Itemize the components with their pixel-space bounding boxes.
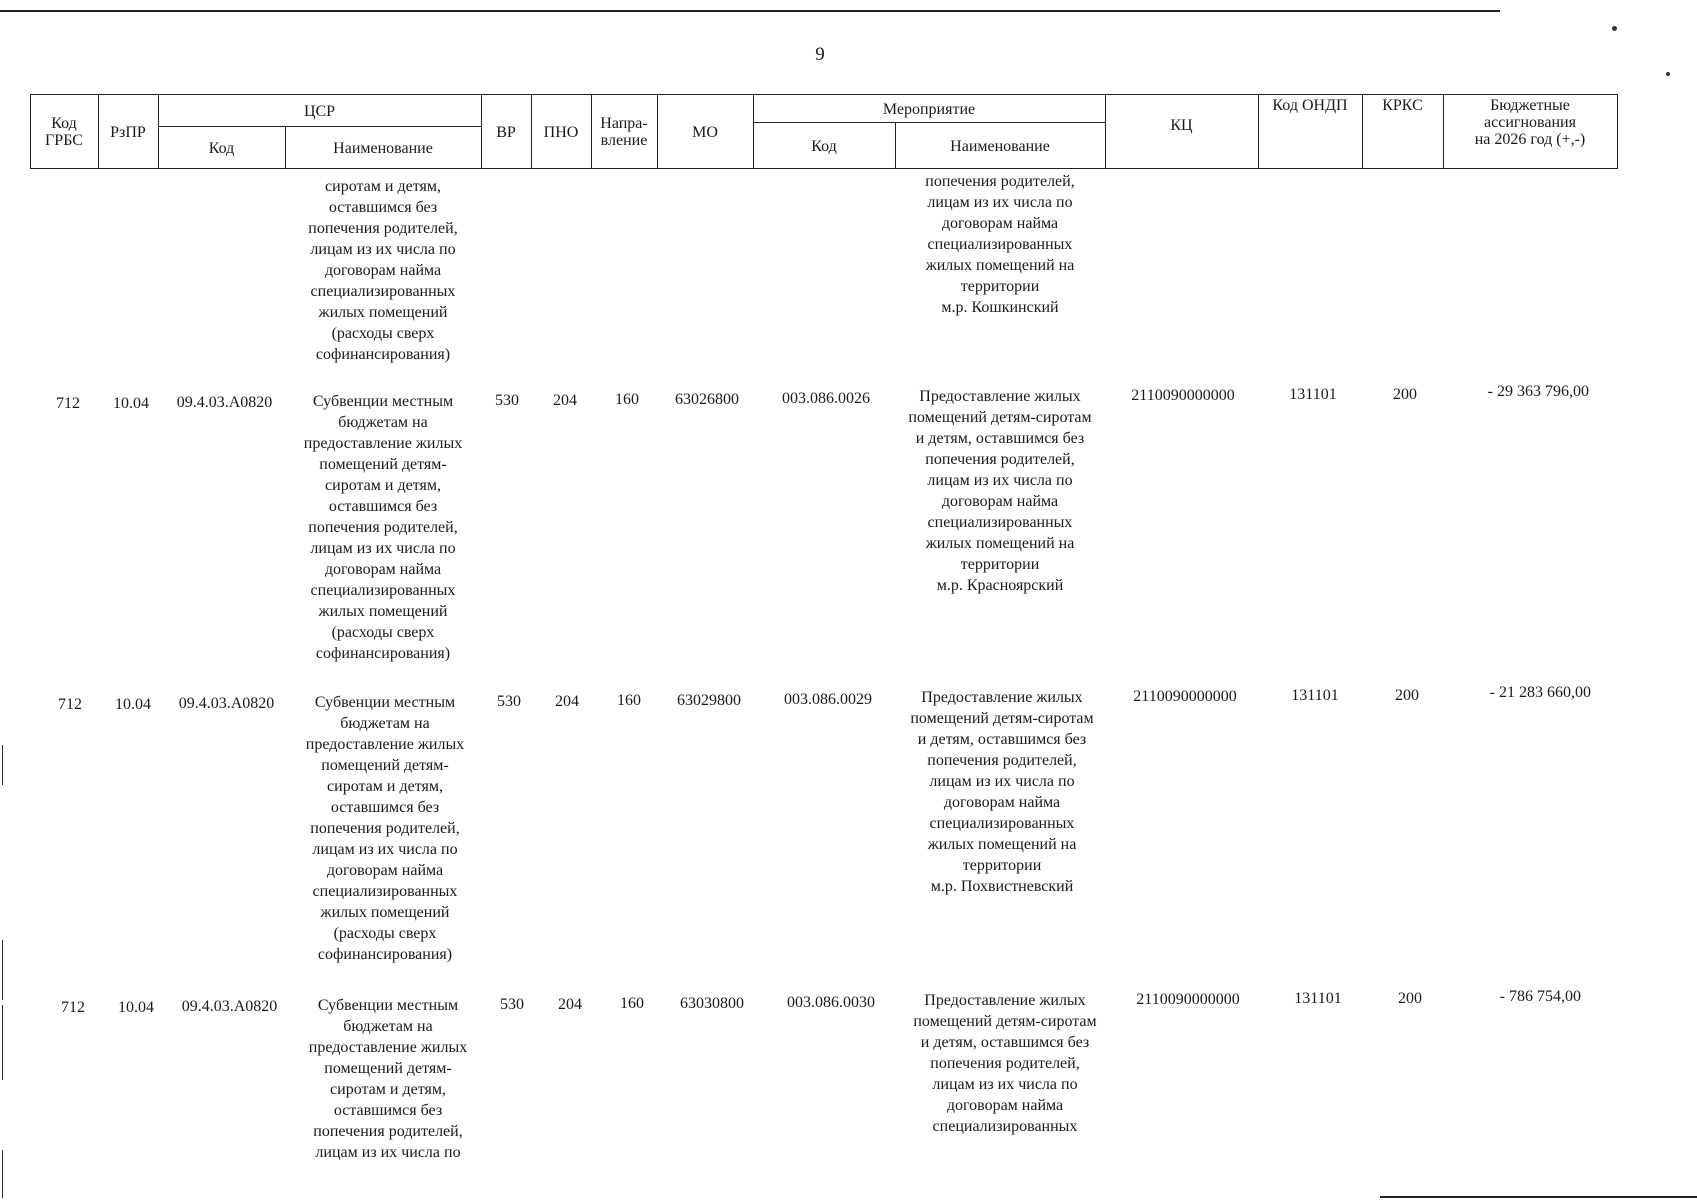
header-napravlenie: Напра- вление: [600, 115, 648, 149]
header-vr: ВР: [496, 123, 516, 141]
page-number: 9: [815, 44, 825, 65]
header-csr: ЦСР: [303, 102, 336, 120]
cell-krks: 200: [1398, 990, 1422, 1007]
cell-kc: 2110090000000: [1133, 688, 1237, 705]
cell-grbs: 712: [61, 999, 85, 1016]
header-sub-line: [753, 122, 1105, 123]
header-sub-line: [158, 126, 481, 127]
cell-csr-kod: 09.4.03.А0820: [176, 394, 273, 411]
cell-kod-ondp: 131101: [1289, 386, 1337, 403]
cell-mo: 63029800: [677, 692, 741, 709]
cell-csr-name: Субвенции местным бюджетам на предоставление жилых помещений детям- сиротам и детям, оставшимся без попечения родителей, лицам из их числа по договорам найма специализированных жилых помещений (расходы сверх софинансирования): [305, 694, 465, 963]
cell-mo: 63026800: [675, 391, 739, 408]
header-bottom-line: [30, 168, 1618, 169]
scan-margin-mark: [2, 1150, 3, 1198]
header-meropriyatie: Мероприятие: [882, 100, 976, 118]
cell-grbs: 712: [56, 395, 80, 412]
header-csr-kod: Код: [208, 139, 235, 157]
header-krks: КРКС: [1382, 96, 1423, 114]
cell-mo: 63030800: [680, 995, 744, 1012]
header-kc: КЦ: [1170, 116, 1193, 134]
cell-napravlenie: 160: [620, 995, 644, 1012]
header-mo: МО: [692, 123, 718, 141]
cell-mer-kod: 003.086.0026: [782, 390, 870, 407]
cell-csr-kod: 09.4.03.А0820: [181, 998, 278, 1015]
cell-grbs: 712: [58, 696, 82, 713]
cell-pno: 204: [553, 392, 577, 409]
cell-kod-ondp: 131101: [1294, 990, 1342, 1007]
scan-margin-mark: [2, 745, 3, 785]
cell-kc: 2110090000000: [1131, 387, 1235, 404]
cell-napravlenie: 160: [617, 692, 641, 709]
top-border-line: [0, 10, 1500, 12]
header-mer-name: Наименование: [950, 137, 1050, 155]
cell-rzpr: 10.04: [113, 395, 149, 412]
cell-csr-name: Субвенции местным бюджетам на предоставление жилых помещений детям- сиротам и детям, оставшимся без попечения родителей, лицам из их числа по договорам найма специализированных жилых помещений (расходы сверх софинансирования): [303, 393, 463, 662]
continuation-mer-name: попечения родителей, лицам из их числа по договорам найма специализированных жилых помещений на территории м.р. Кошкинский: [925, 173, 1075, 316]
cell-vr: 530: [497, 693, 521, 710]
cell-budget: - 21 283 660,00: [1489, 684, 1591, 701]
cell-vr: 530: [495, 392, 519, 409]
cell-mer-name: Предоставление жилых помещений детям-сиротам и детям, оставшимся без попечения родителей, лицам из их числа по договорам найма специализированных: [913, 992, 1097, 1135]
cell-pno: 204: [558, 996, 582, 1013]
header-mer-kod: Код: [811, 137, 837, 155]
scan-margin-mark: [2, 1005, 3, 1080]
bottom-scan-line: [1380, 1196, 1697, 1198]
cell-pno: 204: [555, 693, 579, 710]
header-kod-grbs: Код ГРБС: [45, 115, 83, 149]
cell-kod-ondp: 131101: [1291, 687, 1339, 704]
scan-margin-mark: [2, 940, 3, 1000]
cell-krks: 200: [1393, 386, 1417, 403]
cell-budget: - 29 363 796,00: [1487, 383, 1589, 400]
cell-vr: 530: [500, 996, 524, 1013]
continuation-csr-name: сиротам и детям, оставшимся без попечения родителей, лицам из их числа по договорам найма специализированных жилых помещений (расходы сверх софинансирования): [308, 178, 458, 363]
header-rzpr: РзПР: [110, 123, 146, 141]
header-csr-name: Наименование: [333, 139, 433, 157]
header-budget: Бюджетные ассигнования на 2026 год (+,-): [1474, 96, 1586, 148]
cell-csr-kod: 09.4.03.А0820: [178, 695, 275, 712]
cell-mer-name: Предоставление жилых помещений детям-сиротам и детям, оставшимся без попечения родителей, лицам из их числа по договорам найма специализированных жилых помещений на территории м.р. Похвистневский: [910, 689, 1094, 895]
cell-csr-name: Субвенции местным бюджетам на предоставление жилых помещений детям- сиротам и детям, оставшимся без попечения родителей, лицам из их числа по: [308, 997, 468, 1161]
scan-speck: [1666, 72, 1670, 76]
scan-speck: [1612, 26, 1617, 31]
cell-budget: - 786 754,00: [1499, 988, 1581, 1005]
cell-napravlenie: 160: [615, 391, 639, 408]
cell-mer-kod: 003.086.0030: [787, 994, 875, 1011]
header-col-line: [1617, 94, 1618, 169]
cell-rzpr: 10.04: [115, 696, 151, 713]
cell-mer-name: Предоставление жилых помещений детям-сиротам и детям, оставшимся без попечения родителей, лицам из их числа по договорам найма специализированных жилых помещений на территории м.р. Красноярский: [908, 388, 1092, 594]
header-pno: ПНО: [543, 123, 579, 141]
cell-mer-kod: 003.086.0029: [784, 691, 872, 708]
cell-krks: 200: [1395, 687, 1419, 704]
cell-rzpr: 10.04: [118, 999, 154, 1016]
header-kod-ondp: Код ОНДП: [1272, 96, 1348, 114]
cell-kc: 2110090000000: [1136, 991, 1240, 1008]
